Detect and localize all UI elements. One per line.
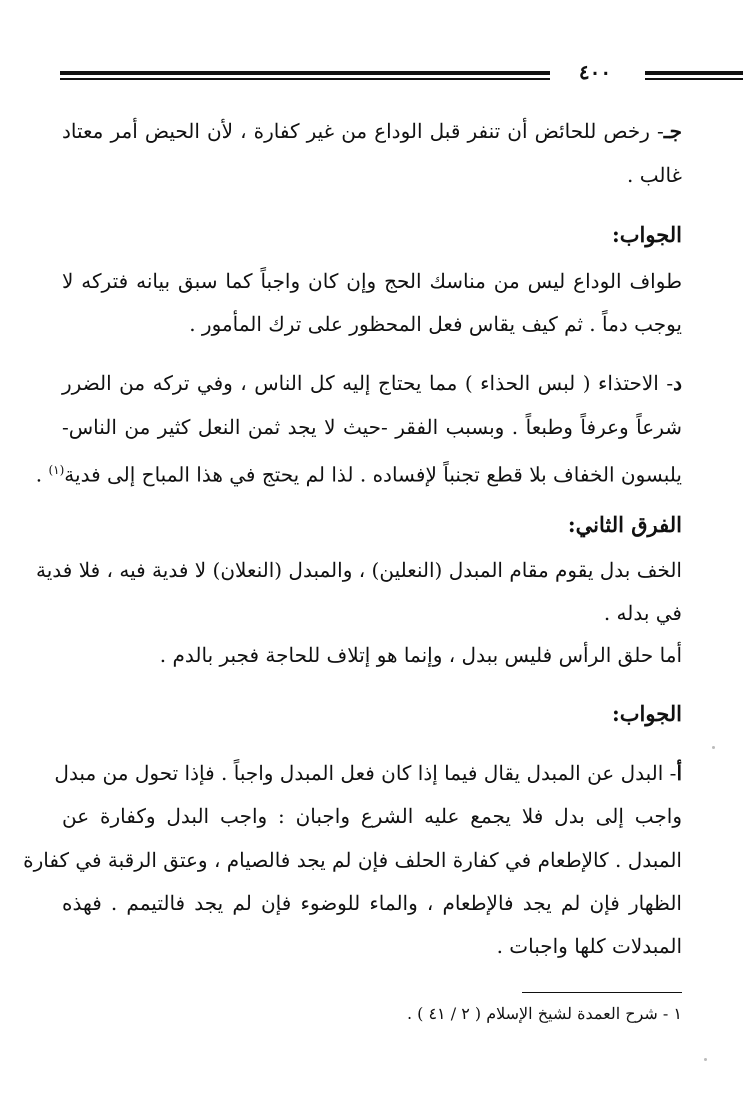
answer-2-line-5: المبدلات كلها واجبات . bbox=[496, 934, 682, 958]
answer-2-line-1 bbox=[54, 756, 682, 790]
header-rule-thin bbox=[60, 78, 550, 80]
header-rule-right-thick bbox=[645, 71, 743, 75]
second-difference-heading: الفرق الثاني: bbox=[567, 512, 682, 537]
page-number: ٤٠٠ bbox=[578, 60, 612, 84]
footnote-marker: (١) bbox=[48, 463, 65, 477]
para-d-text-1: - الاحتذاء ( لبس الحذاء ) مما يحتاج إليه كل الناس ، وفي تركه من الضرر bbox=[62, 371, 674, 395]
header-rule-right-thin bbox=[645, 78, 743, 80]
footnote-separator bbox=[522, 992, 682, 993]
para-j-line-2: غالب . bbox=[627, 163, 682, 187]
second-diff-line-3: أما حلق الرأس فليس ببدل ، وإنما هو إتلاف للحاجة فجبر بالدم . bbox=[159, 643, 682, 667]
second-diff-line-2: في بدله . bbox=[603, 601, 682, 625]
second-diff-line-1: الخف بدل يقوم مقام المبدل (النعلين) ، والمبدل (النعلان) لا فدية فيه ، فلا فدية bbox=[36, 558, 682, 582]
para-d-line-2: شرعاً وعرفاً وطبعاً . وبسبب الفقر -حيث لا يجد ثمن النعل كثير من الناس- bbox=[62, 415, 682, 439]
answer-2-line-2: واجب إلى بدل فلا يجمع عليه الشرع واجبان : واجب البدل وكفارة عن bbox=[62, 804, 682, 828]
answer-1-line-1: طواف الوداع ليس من مناسك الحج وإن كان واجباً كما سبق بيانه فتركه لا bbox=[62, 269, 682, 293]
answer-2-line-4: الظهار فإن لم يجد فالإطعام ، والماء للوضوء فإن لم يجد فالتيمم . فهذه bbox=[62, 891, 682, 915]
para-d-lead: د bbox=[673, 371, 682, 395]
page-header bbox=[60, 62, 680, 88]
para-d-line-1 bbox=[62, 366, 682, 400]
answer-1-line-2: يوجب دماً . ثم كيف يقاس فعل المحظور على ترك المأمور . bbox=[189, 312, 682, 336]
scan-speck bbox=[704, 1058, 707, 1061]
scan-speck bbox=[712, 746, 715, 749]
answer-2-lead: أ bbox=[676, 761, 682, 785]
answer-1-heading: الجواب: bbox=[612, 222, 682, 247]
answer-2-text-1: - البدل عن المبدل يقال فيما إذا كان فعل المبدل واجباً . فإذا تحول من مبدل bbox=[54, 761, 677, 785]
para-d-text-3: يلبسون الخفاف بلا قطع تجنباً لإفساده . لذا لم يحتج في هذا المباح إلى فدية bbox=[64, 462, 682, 487]
para-j-text-1: - رخص للحائض أن تنفر قبل الوداع من غير كفارة ، لأن الحيض أمر معتاد bbox=[62, 119, 664, 143]
para-j-lead: جـ bbox=[663, 119, 683, 143]
footnote: ١ - شرح العمدة لشيخ الإسلام ( ٢ / ٤١ ) . bbox=[406, 1004, 682, 1023]
para-d-text-3-end: . bbox=[35, 462, 49, 487]
para-d-line-3 bbox=[35, 453, 682, 492]
header-rule-thick bbox=[60, 71, 550, 75]
answer-2-heading: الجواب: bbox=[612, 701, 682, 726]
para-j-line-1 bbox=[62, 114, 682, 148]
answer-2-line-3: المبدل . كالإطعام في كفارة الحلف فإن لم يجد فالصيام ، وعتق الرقبة في كفارة bbox=[23, 848, 682, 872]
